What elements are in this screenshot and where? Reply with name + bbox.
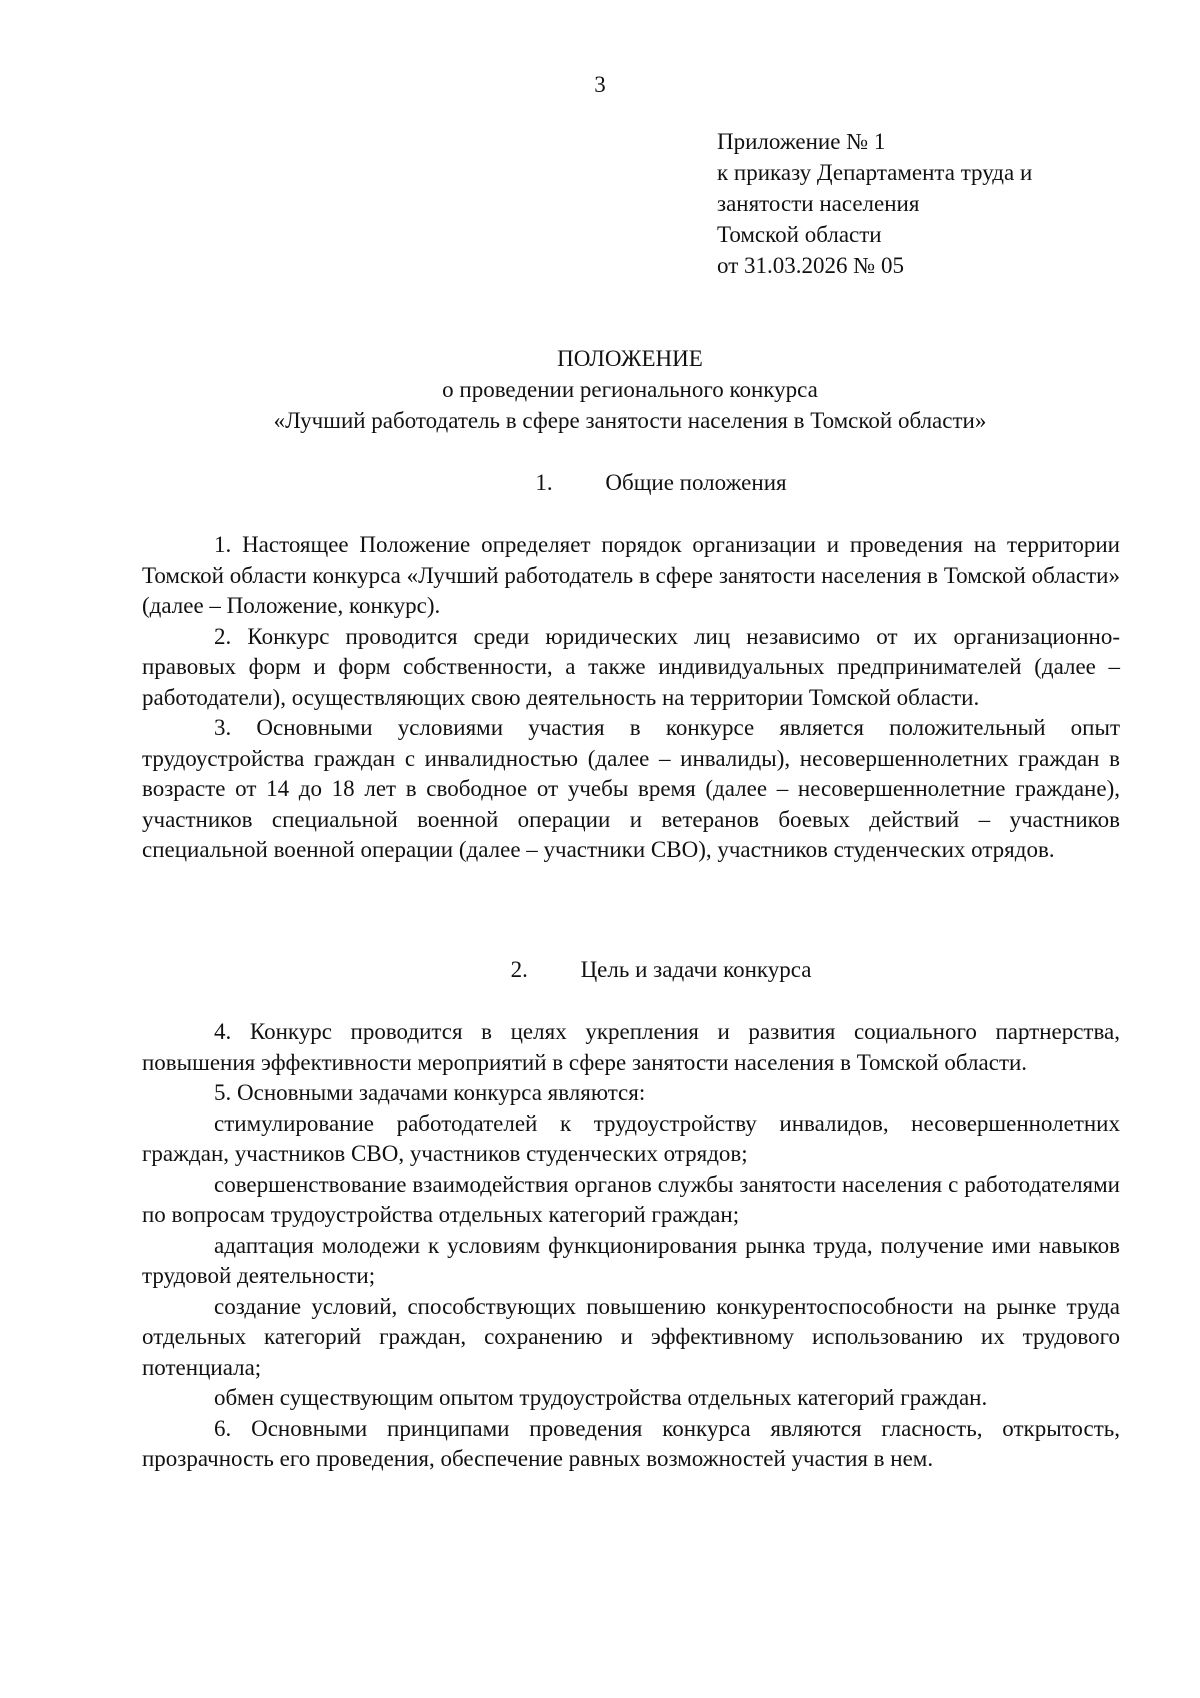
- page-number: 3: [594, 72, 606, 97]
- section-title: Цель и задачи конкурса: [580, 957, 812, 982]
- section-1-heading: [142, 468, 1120, 499]
- section-number: 2.: [510, 957, 528, 982]
- appendix-line: занятости населения: [717, 191, 920, 216]
- paragraph: 5. Основными задачами конкурса являются:: [214, 1080, 646, 1105]
- paragraph: 2. Конкурс проводится среди юридических лиц независимо от их организационно-правовых форм и форм собственности, а также индивидуальных предпринимателей (далее – работодатели), осуществляющих свою деятельность на территории Томской области.: [142, 623, 1120, 710]
- paragraph: 6. Основными принципами проведения конкурса являются гласность, открытость, прозрачность его проведения, обеспечение равных возможностей участия в нем.: [142, 1415, 1120, 1471]
- appendix-line: Приложение № 1: [717, 129, 886, 154]
- section-title: Общие положения: [605, 470, 787, 495]
- title-subtitle: о проведении регионального конкурса: [442, 377, 818, 402]
- appendix-line: к приказу Департамента труда и: [717, 160, 1033, 185]
- paragraph: 3. Основными условиями участия в конкурсе является положительный опыт трудоустройства граждан с инвалидностью (далее – инвалиды), несовершеннолетних граждан в возрасте от 14 до 18 лет в свободное от учебы время (далее – несовершеннолетние граждане), участников специальной военной операции и ветеранов боевых действий – участников специальной военной операции (далее – участники СВО), участников студенческих отрядов.: [142, 715, 1120, 862]
- section-number: 1.: [535, 470, 553, 495]
- appendix-line: Томской области: [717, 222, 882, 247]
- task-item: совершенствование взаимодействия органов службы занятости населения с работодателями по вопросам трудоустройства отдельных категорий граждан;: [142, 1171, 1120, 1227]
- paragraph: 4. Конкурс проводится в целях укрепления и развития социального партнерства, повышения эффективности мероприятий в сфере занятости населения в Томской области.: [142, 1019, 1120, 1075]
- paragraph: 1. Настоящее Положение определяет порядок организации и проведения на территории Томской области конкурса «Лучший работодатель в сфере занятости населения в Томской области» (далее – Положение, конкурс).: [142, 532, 1120, 618]
- section-1-body: [142, 530, 1120, 866]
- task-item: адаптация молодежи к условиям функционирования рынка труда, получение ими навыков трудовой деятельности;: [142, 1232, 1120, 1288]
- appendix-line: от 31.03.2026 № 05: [717, 253, 904, 278]
- section-2-body: [142, 1017, 1120, 1475]
- task-item: обмен существующим опытом трудоустройства отдельных категорий граждан.: [214, 1385, 988, 1410]
- task-item: стимулирование работодателей к трудоустройству инвалидов, несовершеннолетних граждан, участников СВО, участников студенческих отрядов;: [142, 1110, 1120, 1166]
- appendix-block: [717, 126, 1167, 281]
- section-2-heading: [142, 955, 1120, 986]
- title-main: ПОЛОЖЕНИЕ: [557, 346, 703, 371]
- task-item: создание условий, способствующих повышению конкурентоспособности на рынке труда отдельных категорий граждан, сохранению и эффективному использованию их трудового потенциала;: [142, 1293, 1120, 1380]
- document-title: [0, 343, 1200, 436]
- title-contest-name: «Лучший работодатель в сфере занятости населения в Томской области»: [273, 408, 987, 433]
